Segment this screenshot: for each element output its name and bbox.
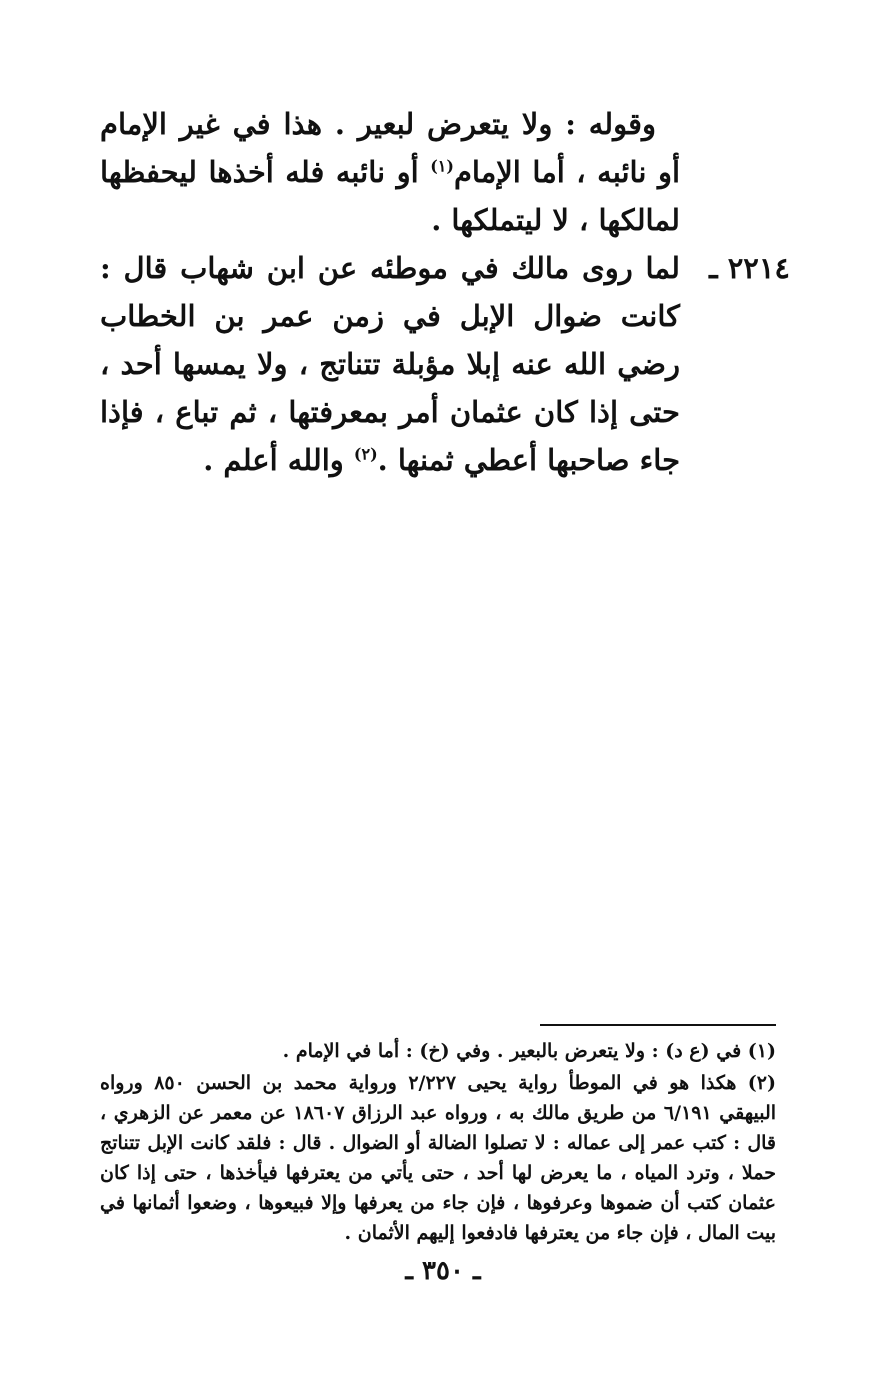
entry-text: لما روى مالك في موطئه عن ابن شهاب قال : كانت ضوال الإبل في زمن عمر بن الخطاب رضي الله عنه إبلا مؤبلة تتناتج ، ولا يمسها أحد ، حتى إذا كان عثمان أمر بمعرفتها ، ثم تباع ، فإذا جاء صاحبها أعطي ثمنها . (100, 251, 680, 477)
paragraph-commentary (100, 100, 790, 244)
footnote-ref-2[interactable]: (٢) (353, 444, 378, 464)
footnote-1: (١) في (ع د) : ولا يتعرض بالبعير . وفي (خ) : أما في الإمام . (282, 1040, 776, 1062)
entry-text-cont: والله أعلم . (203, 443, 354, 477)
paragraph-commentary-text: وقوله : ولا يتعرض لبعير . هذا في غير الإمام أو نائبه ، أما الإمام (100, 107, 681, 189)
main-text-body (100, 100, 790, 484)
paragraph-commentary-cont: أو نائبه فله أخذها ليحفظها لمالكها ، لا ليتملكها . (100, 155, 680, 237)
entry-2214 (100, 244, 790, 484)
footnotes-section (100, 1036, 776, 1250)
footnote-2: (٢) هكذا هو في الموطأ رواية يحيى ٢/٢٢٧ ورواية محمد بن الحسن ٨٥٠ ورواه البيهقي ٦/١٩١ من طريق مالك به ، ورواه عبد الرزاق ١٨٦٠٧ عن معمر عن الزهري ، قال : كتب عمر إلى عماله : لا تصلوا الضالة أو الضوال . قال : فلقد كانت الإبل تتناتج حملا ، وترد المياه ، ما يعرض لها أحد ، حتى يأتي من يعترفها فيأخذها ، حتى إذا كان عثمان كتب أن ضموها وعرفوها ، فإن جاء من يعرفها وإلا فبيعوها ، وضعوا أثمانها في بيت المال ، فإن جاء من يعترفها فادفعوا إليهم الأثمان . (100, 1072, 777, 1244)
entry-number: ٢٢١٤ ـ (709, 251, 790, 285)
page-number: ـ ٣٥٠ ـ (405, 1256, 481, 1286)
footnote-ref-1[interactable]: (١) (430, 156, 454, 176)
footnote-divider (540, 1024, 776, 1026)
